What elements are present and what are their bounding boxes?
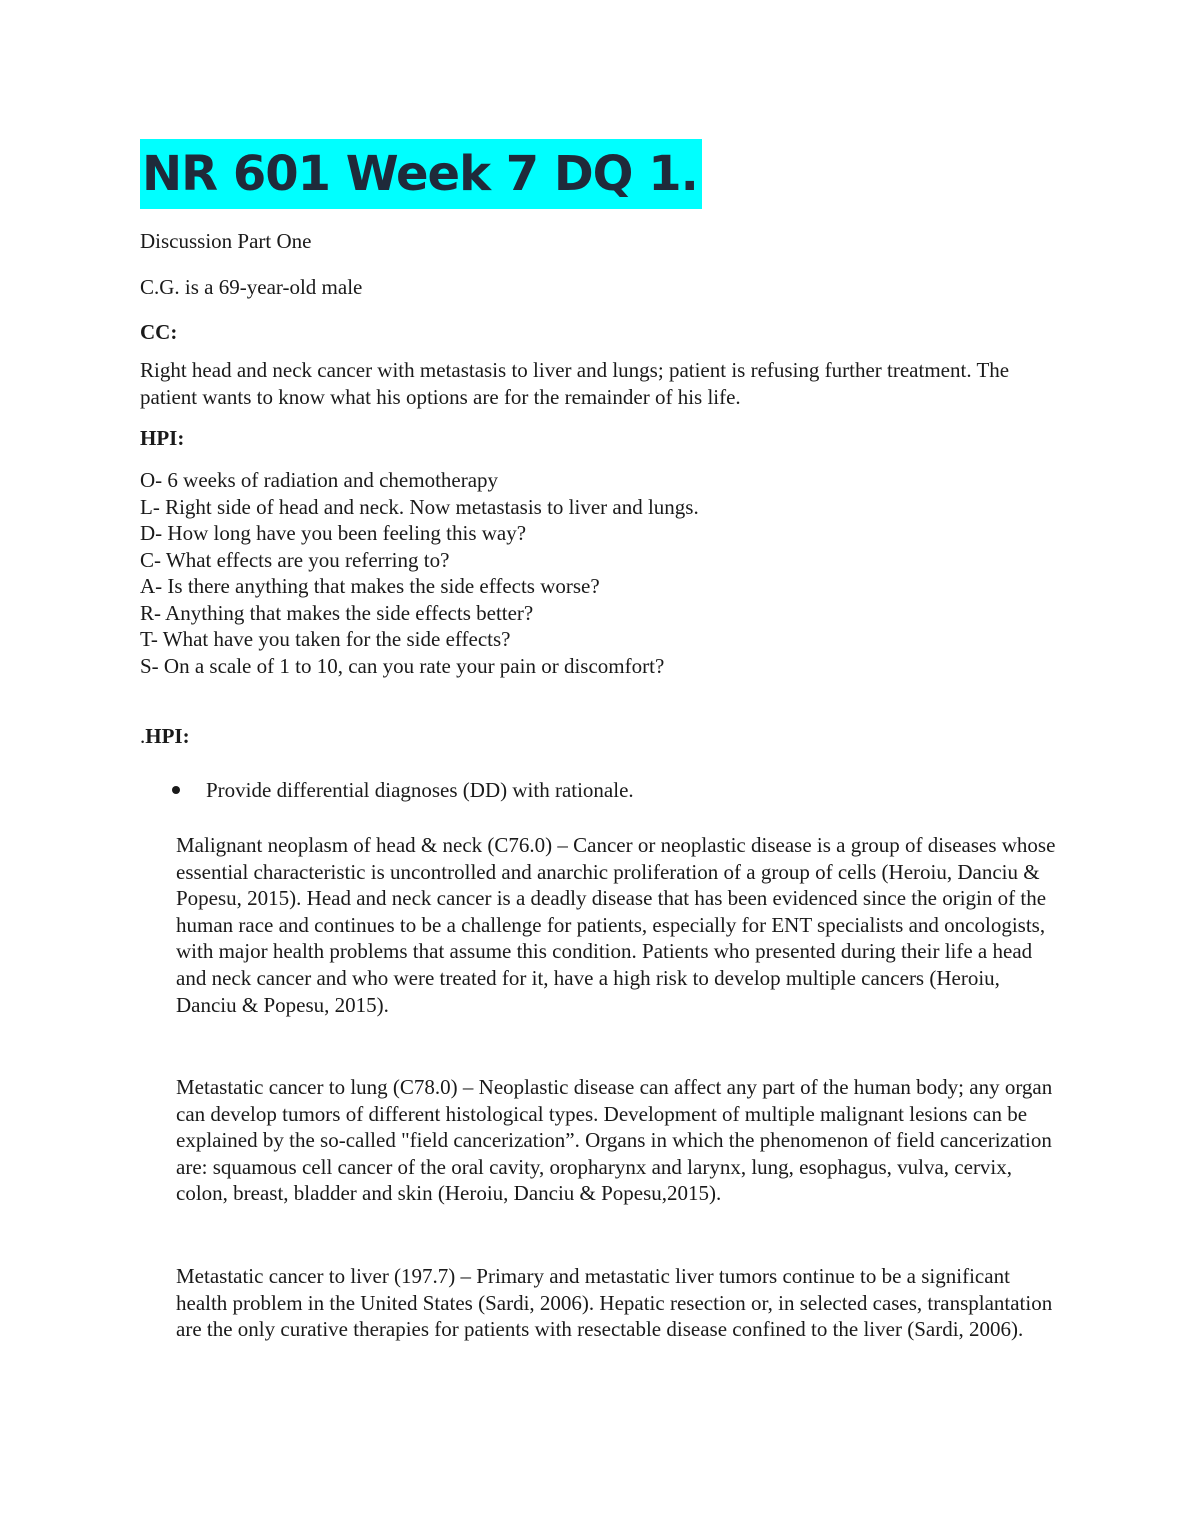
hpi-item-onset: O- 6 weeks of radiation and chemotherapy (140, 468, 499, 492)
dd-bullet-item (172, 777, 634, 804)
dd-bullet-text: Provide differential diagnoses (DD) with rationale. (206, 778, 634, 802)
hpi-item-location: L- Right side of head and neck. Now metastasis to liver and lungs. (140, 494, 699, 519)
cc-heading: CC: (140, 320, 178, 344)
hpi-item-duration: D- How long have you been feeling this way? (140, 521, 527, 545)
hpi-list (140, 467, 699, 679)
dd-paragraph-liver: Metastatic cancer to liver (197.7) – Primary and metastatic liver tumors continue to be a significant health problem in the United States (Sardi, 2006). Hepatic resection or, in selected cases, transplantation are the only curative therapies for patients with resectable disease confined to the liver (Sardi, 2006). (176, 1264, 1053, 1342)
document-title: NR 601 Week 7 DQ 1. (140, 139, 702, 209)
discussion-label: Discussion Part One (140, 229, 312, 253)
hpi2-heading-row (140, 723, 190, 750)
hpi2-heading: HPI: (145, 724, 190, 748)
dd-paragraph-lung: Metastatic cancer to lung (C78.0) – Neoplastic disease can affect any part of the human body; any organ can develop tumors of different histological types. Development of multiple malignant lesions can be explained by the so-called "field cancerization”. Organs in which the phenomenon of field cancerization are: squamous cell cancer of the oral cavity, oropharynx and larynx, lung, esophagus, vulva, cervix, colon, breast, bladder and skin (Heroiu, Danciu & Popesu,2015). (176, 1075, 1053, 1206)
hpi-item-severity: S- On a scale of 1 to 10, can you rate your pain or discomfort? (140, 653, 665, 678)
patient-intro: C.G. is a 69-year-old male (140, 275, 363, 299)
bullet-icon (172, 786, 180, 794)
hpi-item-relieving: R- Anything that makes the side effects better? (140, 600, 534, 625)
dd-paragraph-head-neck: Malignant neoplasm of head & neck (C76.0) – Cancer or neoplastic disease is a group of diseases whose essential characteristic is uncontrolled and anarchic proliferation of a group of cells (Heroiu, Danciu & Popesu, 2015). Head and neck cancer is a deadly disease that has been evidenced since the origin of the human race and continues to be a challenge for patients, especially for ENT specialists and oncologists, with major health problems that assume this condition. Patients who presented during their life a head and neck cancer and who were treated for it, have a high risk to develop multiple cancers (Heroiu, Danciu & Popesu, 2015). (176, 833, 1056, 1017)
hpi-heading: HPI: (140, 426, 185, 450)
hpi-item-aggravating: A- Is there anything that makes the side effects worse? (140, 574, 600, 598)
hpi-item-character: C- What effects are you referring to? (140, 547, 450, 572)
hpi-item-treatment: T- What have you taken for the side effects? (140, 627, 511, 651)
hpi2-prefix: . (140, 724, 146, 748)
cc-text: Right head and neck cancer with metastasis to liver and lungs; patient is refusing further treatment. The patient wants to know what his options are for the remainder of his life. (140, 358, 1010, 409)
